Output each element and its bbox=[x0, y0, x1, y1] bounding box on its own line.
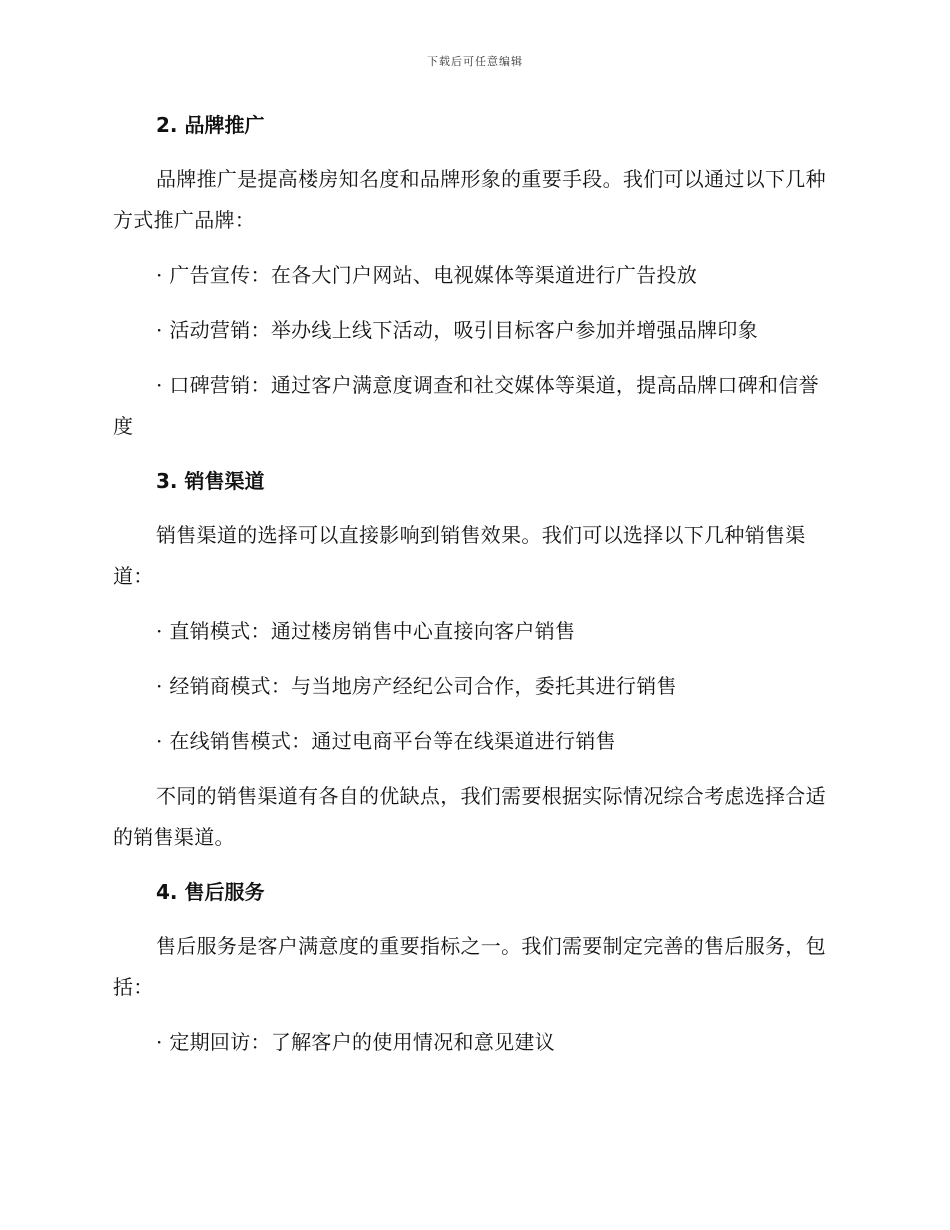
brand-bullet-advertising: · 广告宣传：在各大门户网站、电视媒体等渠道进行广告投放 bbox=[156, 263, 698, 287]
brand-intro-paragraph: 品牌推广是提高楼房知名度和品牌形象的重要手段。我们可以通过以下几种方式推广品牌： bbox=[113, 167, 826, 232]
document-body bbox=[113, 105, 835, 1077]
channels-outro-paragraph: 不同的销售渠道有各自的优缺点，我们需要根据实际情况综合考虑选择合适的销售渠道。 bbox=[113, 784, 826, 849]
section-heading-service: 4. 售后服务 bbox=[156, 880, 265, 904]
channels-bullet-direct: · 直销模式：通过楼房销售中心直接向客户销售 bbox=[156, 619, 576, 643]
service-intro-paragraph: 售后服务是客户满意度的重要指标之一。我们需要制定完善的售后服务，包括： bbox=[113, 934, 826, 999]
header-note: 下载后可任意编辑 bbox=[427, 55, 523, 68]
section-heading-brand: 2. 品牌推广 bbox=[156, 113, 265, 137]
channels-bullet-dealer: · 经销商模式：与当地房产经纪公司合作，委托其进行销售 bbox=[156, 674, 677, 698]
service-bullet-followup: · 定期回访：了解客户的使用情况和意见建议 bbox=[156, 1030, 556, 1054]
section-heading-channels: 3. 销售渠道 bbox=[156, 469, 265, 493]
channels-intro-paragraph: 销售渠道的选择可以直接影响到销售效果。我们可以选择以下几种销售渠道： bbox=[113, 523, 806, 588]
channels-bullet-online: · 在线销售模式：通过电商平台等在线渠道进行销售 bbox=[156, 729, 616, 753]
brand-bullet-word-of-mouth: · 口碑营销：通过客户满意度调查和社交媒体等渠道，提高品牌口碑和信誉度 bbox=[113, 373, 819, 438]
brand-bullet-events: · 活动营销：举办线上线下活动，吸引目标客户参加并增强品牌印象 bbox=[156, 318, 759, 342]
